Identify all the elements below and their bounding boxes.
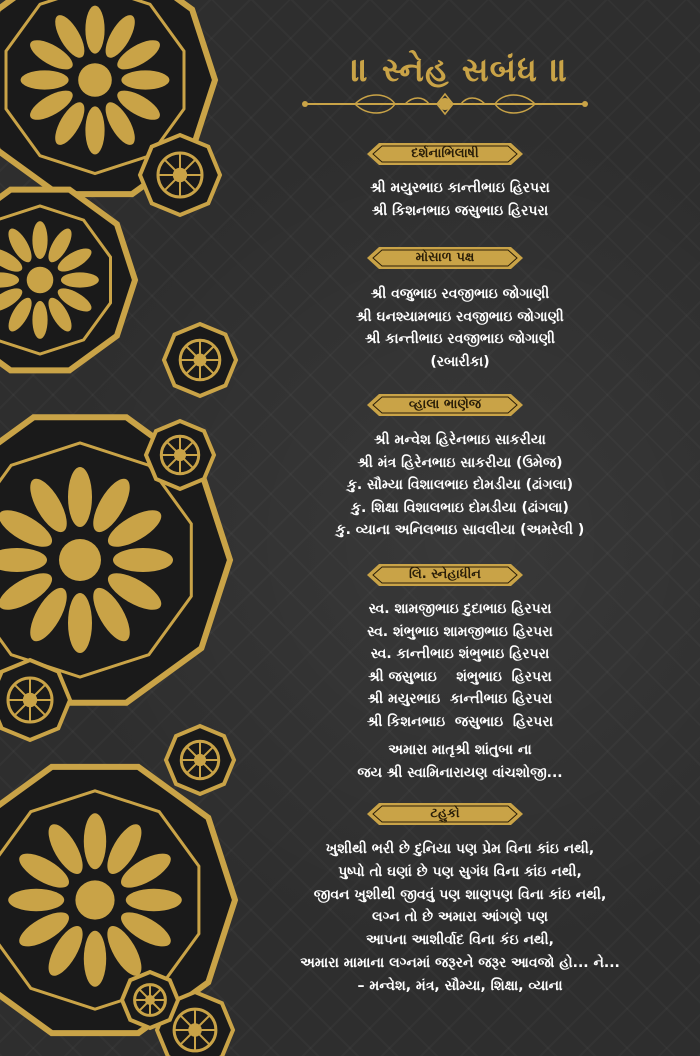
name-line: સ્વ. શામજીભાઇ દુદાભાઇ હિરપરા — [368, 601, 552, 617]
note-line: જય શ્રી સ્વામિનારાયણ વાંચશોજી... — [357, 764, 563, 781]
banner-mosal-paksh — [365, 244, 525, 272]
name-line: સ્વ. કાન્તીભાઇ શંભુભાઇ હિરપરા — [370, 646, 550, 662]
verse-line: જીવન ખુશીથી જીવવું પણ શાણપણ વિના કાંઇ નથી, — [313, 886, 607, 903]
banner-vahala-bhanej — [365, 391, 525, 419]
verse-line: લગ્ન તો છે અમારા આંગણે પણ — [372, 909, 548, 926]
section-heading: લિ. સ્નેહાધીન — [409, 567, 481, 582]
mandala-border-ornament — [0, 0, 250, 1056]
name-line: શ્રી વજુભાઇ રવજીભાઇ જોગાણી — [370, 286, 550, 302]
note-line: અમારા માતૃશ્રી શાંતુબા ના — [388, 742, 532, 758]
section-tahuko-verse — [230, 838, 690, 998]
name-line: શ્રી મન્વેશ હિરેનભાઇ સાકરીયા — [374, 432, 546, 448]
section-snehadhin-lines — [250, 598, 670, 733]
name-line: શ્રી કાન્તીભાઇ રવજીભાઇ જોગાણી — [364, 331, 556, 347]
section-darshanabhilashi-lines — [250, 177, 670, 222]
banner-snehadhin — [365, 561, 525, 589]
name-line: કુ. શિક્ષા વિશાલભાઇ દોમડીયા (ઢાંગલા) — [351, 499, 569, 516]
section-heading: ટહુકો — [430, 806, 460, 821]
name-line: શ્રી મયુરભાઇ કાન્તીભાઇ હિરપરા — [370, 180, 550, 196]
section-heading: વ્હાલા ભાણેજ — [408, 397, 482, 412]
section-snehadhin-note — [250, 739, 670, 784]
section-heading: દર્શનાભિલાષી — [411, 146, 479, 161]
name-line: કુ. વ્યાના અનિલભાઇ સાવલીયા (અમરેલી ) — [335, 522, 585, 538]
section-mosal-paksh-lines — [250, 283, 670, 373]
section-vahala-bhanej-lines — [250, 429, 670, 542]
name-line: શ્રી મંત્ર હિરેનભાઇ સાકરીયા (ઉમેજ) — [357, 454, 563, 471]
name-line: શ્રી ઘનશ્યામભાઇ રવજીભાઇ જોગાણી — [356, 308, 564, 325]
name-line: (રબારીકા) — [430, 353, 490, 370]
name-line: સ્વ. શંભુભાઇ શામજીભાઇ હિરપરા — [367, 623, 553, 640]
banner-tahuko — [365, 800, 525, 828]
name-line: શ્રી જસુભાઇ શંભુભાઇ હિરપરા — [368, 668, 552, 685]
banner-darshanabhilashi — [365, 140, 525, 168]
name-line: શ્રી કિશનભાઇ જસુભાઇ હિરપરા — [371, 202, 549, 219]
section-heading: મોસાળ પક્ષ — [415, 250, 475, 265]
verse-line: પુષ્પો તો ઘણાં છે પણ સુગંધ વિના કાંઇ નથી, — [338, 863, 582, 880]
name-line: શ્રી મયુરભાઇ કાન્તીભાઇ હિરપરા — [367, 691, 553, 707]
name-line: કુ. સૌમ્યા વિશાલભાઇ દોમડીયા (ઢાંગલા) — [346, 477, 574, 493]
page-title: ॥ સ્નેહ સબંધ ॥ — [351, 50, 569, 89]
title-divider-ornament — [295, 92, 595, 116]
verse-line: આપના આશીર્વાદ વિના કંઇ નથી, — [366, 932, 554, 949]
name-line: શ્રી કિશનભાઇ જસુભાઇ હિરપરા — [366, 713, 553, 730]
verse-line: – મન્વેશ, મંત્ર, સૌમ્યા, શિક્ષા, વ્યાના — [357, 977, 563, 994]
verse-line: અમારા મામાના લગ્નમાં જરૂરને જરૂર આવજો હો... ને... — [300, 954, 620, 971]
verse-line: ખુશીથી ભરી છે દુનિયા પણ પ્રેમ વિના કાંઇ નથી, — [325, 841, 595, 857]
